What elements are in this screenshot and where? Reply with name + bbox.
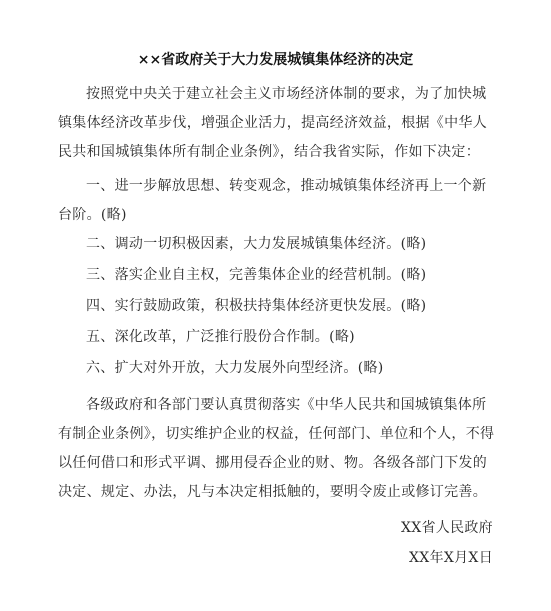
decision-item-1: 一、进一步解放思想、转变观念，推动城镇集体经济再上一个新台阶。(略) — [58, 178, 487, 223]
decision-item-2: 二、调动一切积极因素，大力发展城镇集体经济。(略) — [86, 236, 427, 252]
decision-item-3: 三、落实企业自主权，完善集体企业的经营机制。(略) — [86, 267, 427, 283]
issuer-signature: XX省人民政府 — [400, 520, 493, 536]
issue-date: XX年X月X日 — [409, 550, 493, 566]
decision-item-6: 六、扩大对外开放，大力发展外向型经济。(略) — [86, 360, 384, 376]
decision-item-4: 四、实行鼓励政策，积极扶持集体经济更快发展。(略) — [86, 298, 427, 314]
intro-paragraph: 按照党中央关于建立社会主义市场经济体制的要求，为了加快城镇集体经济改革步伐，增强企业活力，提高经济效益，根据《中华人民共和国城镇集体所有制企业条例》，结合我省实际，作如下决定： — [58, 86, 487, 160]
closing-paragraph: 各级政府和各部门要认真贯彻落实《中华人民共和国城镇集体所有制企业条例》，切实维护企业的权益，任何部门、单位和个人，不得以任何借口和形式平调、挪用侵吞企业的财、物。各级各部门下发的决定、规定、办法，凡与本决定相抵触的，要明令废止或修订完善。 — [58, 397, 495, 500]
document-title: ××省政府关于大力发展城镇集体经济的决定 — [137, 52, 414, 68]
decision-item-5: 五、深化改革，广泛推行股份合作制。(略) — [86, 329, 355, 345]
